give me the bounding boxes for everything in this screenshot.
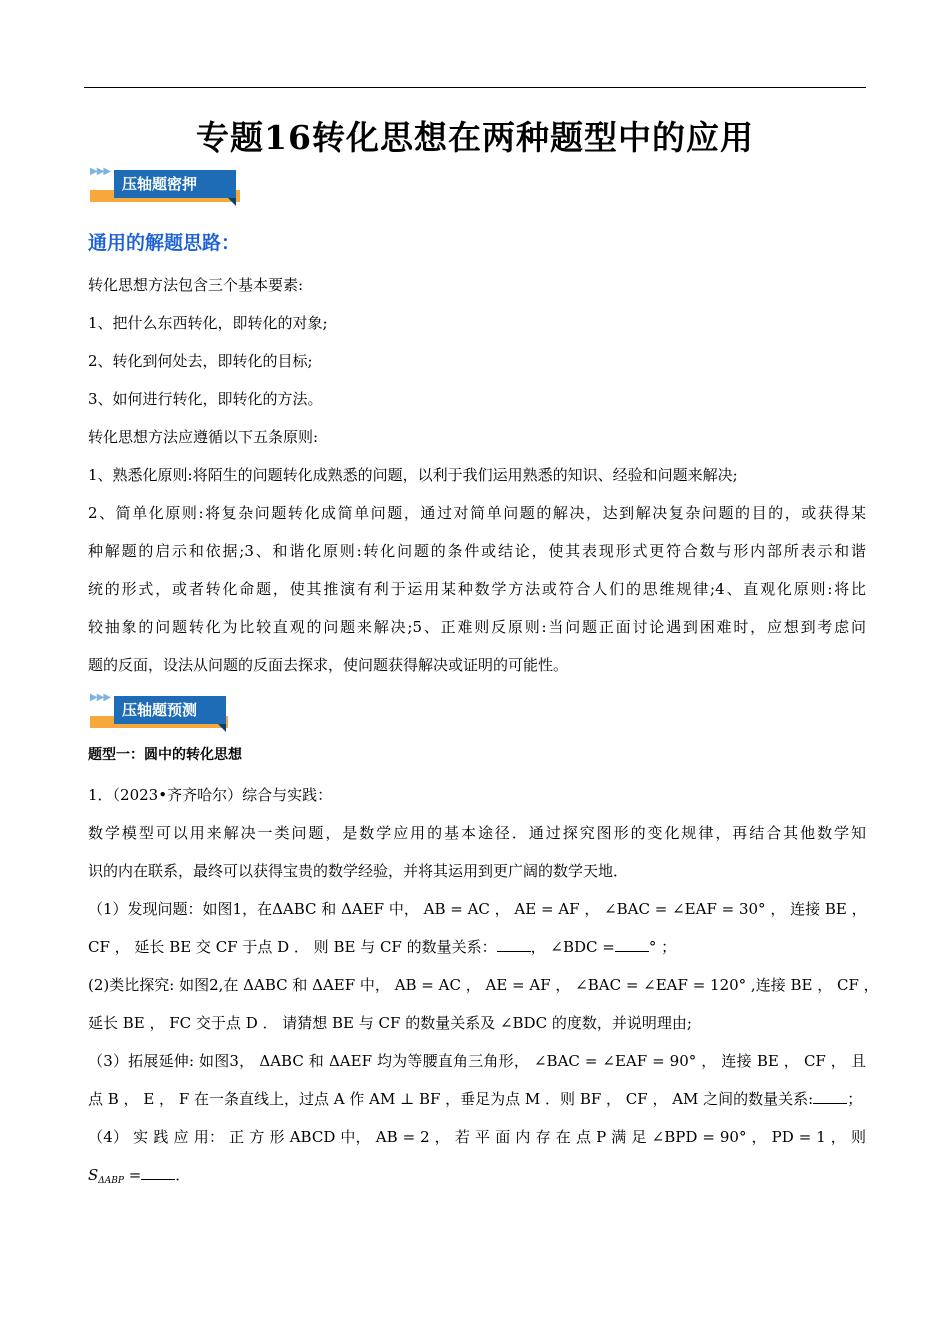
part-1-text: ° ；	[648, 938, 677, 956]
principle-line: 种解题的启示和依据;3、和谐化原则:转化问题的条件或结论，使其表现形式更符合数与形内部所表示和谐	[88, 542, 866, 560]
answer-blank[interactable]	[141, 1165, 175, 1180]
type-heading: 题型一：圆中的转化思想	[88, 747, 242, 763]
answer-blank[interactable]	[615, 937, 649, 952]
top-rule	[84, 87, 866, 88]
principle-item: 1、熟悉化原则:将陌生的问题转化成熟悉的问题，以利于我们运用熟悉的知识、经验和问题来解决;	[88, 466, 738, 484]
area-subscript: ΔABP	[98, 1176, 124, 1186]
principles-intro: 转化思想方法应遵循以下五条原则:	[88, 428, 319, 446]
principle-line: 题的反面，设法从问题的反面去探求，使问题获得解决或证明的可能性。	[88, 656, 569, 674]
part-1-line-1: （1）发现问题：如图1，在ΔABC 和 ΔAEF 中， AB = AC ， AE = AF ， ∠BAC = ∠EAF = 30° ， 连接 BE ，	[88, 900, 867, 918]
banner-label: 压轴题预测	[114, 696, 226, 724]
banner-tail	[228, 198, 236, 206]
section-heading: 通用的解题思路：	[88, 232, 241, 254]
element-item: 3、如何进行转化，即转化的方法。	[88, 390, 323, 408]
part-1-line-2	[88, 936, 676, 957]
part-2-line-1: (2)类比探究: 如图2,在 ΔABC 和 ΔAEF 中， AB = AC ， AE = AF ， ∠BAC = ∠EAF = 120° ,连接 BE ， CF ，	[88, 976, 879, 994]
banner-tail	[218, 724, 226, 732]
principle-line: 较抽象的问题转化为比较直观的问题来解决;5、正难则反原则:当问题正面讨论遇到困难时，应想到考虑问	[88, 618, 866, 636]
principle-line: 统的形式，或者转化命题，使其推演有利于运用某种数学方法或符合人们的思维规律;4、直观化原则:将比	[88, 580, 866, 598]
intro-text: 转化思想方法包含三个基本要素:	[88, 276, 304, 294]
part-3-text: ；	[847, 1090, 863, 1108]
question-intro: 识的内在联系，最终可以获得宝贵的数学经验，并将其运用到更广阔的数学天地．	[88, 862, 629, 880]
banner-label: 压轴题密押	[114, 170, 236, 198]
element-item: 2、转化到何处去，即转化的目标;	[88, 352, 313, 370]
element-item: 1、把什么东西转化，即转化的对象;	[88, 314, 328, 332]
question-source: 1．（2023•齐齐哈尔）综合与实践：	[88, 786, 333, 804]
page-title: 专题16转化思想在两种题型中的应用	[196, 118, 754, 157]
answer-blank[interactable]	[497, 937, 531, 952]
banner-predict	[88, 690, 248, 736]
banner-secret	[88, 164, 248, 210]
part-4-line-1: （4） 实 践 应 用： 正 方 形 ABCD 中， AB = 2 ， 若 平 面 内 存 在 点 P 满 足 ∠BPD = 90° ， PD = 1 ， 则	[88, 1128, 866, 1146]
part-3-text: 点 B ， E ， F 在一条直线上，过点 A 作 AM ⊥ BF ，垂足为点 M ．则 BF ， CF ， AM 之间的数量关系:	[88, 1090, 814, 1108]
part-4-line-2	[88, 1164, 190, 1186]
principle-line: 2、简单化原则:将复杂问题转化成简单问题，通过对简单问题的解决，达到解决复杂问题的目的，或获得某	[88, 504, 866, 522]
part-3-line-1: （3）拓展延伸: 如图3， ΔABC 和 ΔAEF 均为等腰直角三角形， ∠BAC = ∠EAF = 90° ， 连接 BE ， CF ， 且	[88, 1052, 866, 1070]
part-1-text: ， ∠BDC =	[530, 938, 615, 956]
part-2-line-2: 延长 BE ， FC 交于点 D ． 请猜想 BE 与 CF 的数量关系及 ∠BDC 的度数，并说明理由;	[88, 1014, 692, 1032]
area-symbol: S	[88, 1166, 99, 1184]
answer-blank[interactable]	[813, 1089, 847, 1104]
part-4-text: ．	[175, 1166, 191, 1184]
arrow-decoration-icon: ▶▶▶	[90, 166, 111, 177]
part-3-line-2	[88, 1088, 862, 1109]
arrow-decoration-icon: ▶▶▶	[90, 692, 111, 703]
part-4-text: =	[123, 1166, 142, 1184]
question-intro: 数学模型可以用来解决一类问题，是数学应用的基本途径．通过探究图形的变化规律，再结合其他数学知	[88, 824, 866, 842]
part-1-text: CF ， 延长 BE 交 CF 于点 D ． 则 BE 与 CF 的数量关系：	[88, 938, 497, 956]
